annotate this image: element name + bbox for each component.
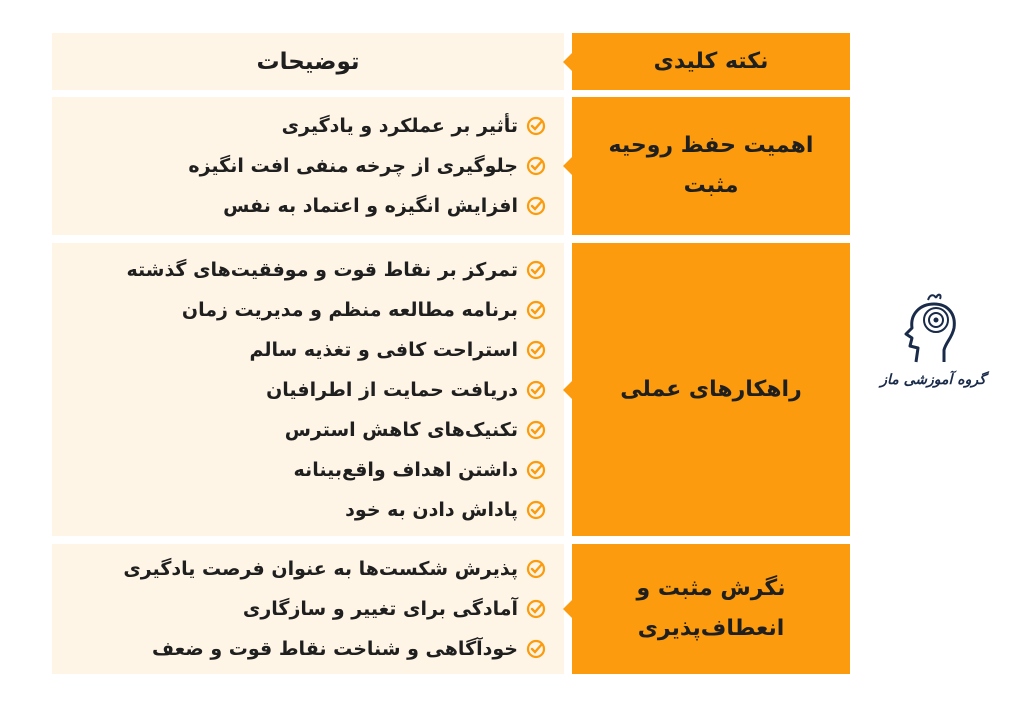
- table-row: [52, 97, 850, 235]
- list-item-text: تمرکز بر نقاط قوت و موفقیت‌های گذشته: [126, 258, 518, 281]
- list-item: [52, 290, 546, 330]
- list-item: [52, 410, 546, 450]
- key-cell-label: اهمیت حفظ روحیه مثبت: [608, 133, 814, 198]
- list-item-text: پذیرش شکست‌ها به عنوان فرصت یادگیری: [123, 558, 518, 580]
- list-item-text: افزایش انگیزه و اعتماد به نفس: [223, 195, 518, 217]
- key-column-header: [572, 33, 850, 90]
- list-item: [52, 186, 546, 226]
- list-item: [52, 450, 546, 490]
- desc-cell: [52, 544, 564, 674]
- check-icon: [526, 559, 546, 579]
- key-cell-label: راهکارهای عملی: [620, 376, 802, 402]
- list-item: [52, 549, 546, 589]
- list-item: [52, 330, 546, 370]
- check-icon: [526, 156, 546, 176]
- list-item: [52, 106, 546, 146]
- list-item: [52, 250, 546, 290]
- check-icon: [526, 420, 546, 440]
- check-icon: [526, 460, 546, 480]
- desc-column-header-label: توضیحات: [256, 48, 360, 75]
- check-icon: [526, 639, 546, 659]
- list-item-text: پاداش دادن به خود: [345, 498, 518, 521]
- list-item-text: دریافت حمایت از اطرافیان: [266, 378, 518, 401]
- check-icon: [526, 380, 546, 400]
- list-item-text: استراحت کافی و تغذیه سالم: [249, 338, 518, 361]
- list-item: [52, 370, 546, 410]
- list-item-text: تأثیر بر عملکرد و یادگیری: [281, 115, 518, 137]
- check-icon: [526, 340, 546, 360]
- key-cell: [572, 243, 850, 536]
- check-icon: [526, 500, 546, 520]
- list-item-text: برنامه مطالعه منظم و مدیریت زمان: [181, 298, 518, 321]
- list-item: [52, 629, 546, 669]
- key-cell: [572, 97, 850, 235]
- list-item: [52, 589, 546, 629]
- head-brain-icon: [868, 290, 998, 370]
- key-cell: [572, 544, 850, 674]
- check-icon: [526, 300, 546, 320]
- list-item-text: آمادگی برای تغییر و سازگاری: [242, 598, 518, 620]
- desc-cell: [52, 243, 564, 536]
- list-item: [52, 490, 546, 530]
- check-icon: [526, 599, 546, 619]
- check-icon: [526, 116, 546, 136]
- check-icon: [526, 260, 546, 280]
- key-column-header-label: نکته کلیدی: [653, 48, 769, 74]
- list-item-text: جلوگیری از چرخه منفی افت انگیزه: [188, 155, 518, 177]
- logo-text: گروه آموزشی ماز: [880, 372, 986, 388]
- list-item-text: تکنیک‌های کاهش استرس: [284, 418, 518, 441]
- brand-logo: [868, 290, 998, 400]
- table-row: [52, 544, 850, 674]
- desc-cell: [52, 97, 564, 235]
- list-item-text: داشتن اهداف واقع‌بینانه: [293, 458, 518, 481]
- desc-column-header: [52, 33, 564, 90]
- list-item: [52, 146, 546, 186]
- key-cell-label: نگرش مثبت و انعطاف‌پذیری: [636, 576, 786, 641]
- table-row: [52, 243, 850, 536]
- list-item-text: خودآگاهی و شناخت نقاط قوت و ضعف: [152, 638, 518, 660]
- table-header: [52, 33, 850, 90]
- check-icon: [526, 196, 546, 216]
